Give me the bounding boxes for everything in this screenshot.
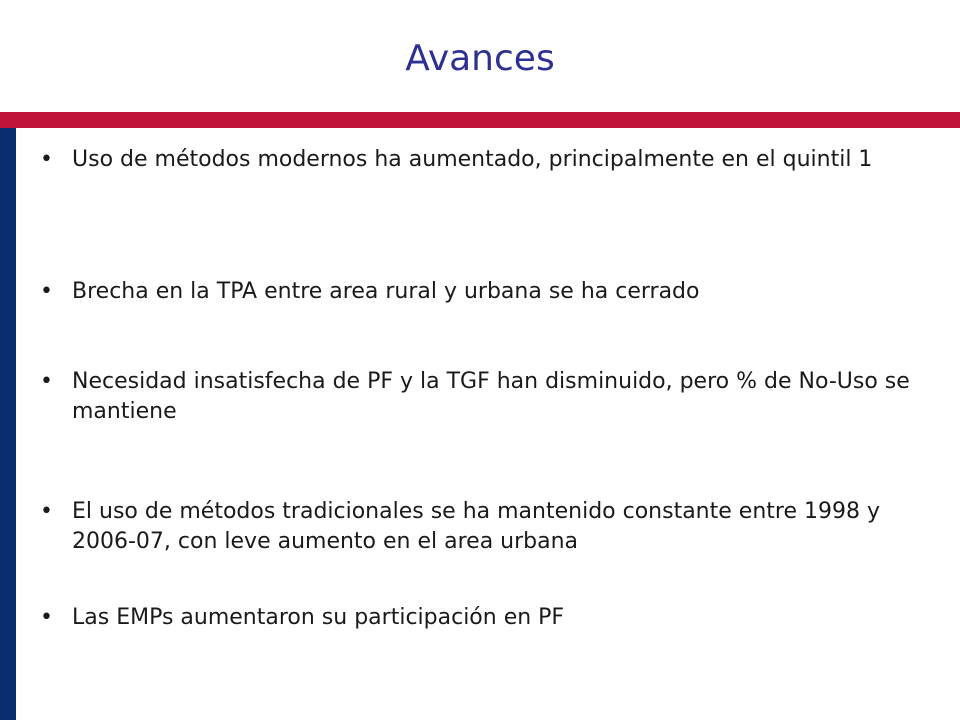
header-divider-bar	[0, 112, 960, 128]
bullet-dot-icon: •	[40, 369, 53, 394]
bullet-dot-icon: •	[40, 147, 53, 172]
bullet-text: Necesidad insatisfecha de PF y la TGF han disminuido, pero % de No-Uso se mantiene	[72, 369, 910, 424]
bullet-item	[40, 497, 920, 557]
bullet-item	[40, 145, 920, 175]
bullet-dot-icon: •	[40, 279, 53, 304]
left-accent-bar	[0, 128, 16, 720]
bullet-item	[40, 367, 920, 427]
bullet-item	[40, 603, 920, 633]
slide-title: Avances	[405, 38, 555, 79]
bullet-text: Brecha en la TPA entre area rural y urbana se ha cerrado	[72, 279, 700, 304]
bullet-dot-icon: •	[40, 499, 53, 524]
bullet-text: Uso de métodos modernos ha aumentado, principalmente en el quintil 1	[72, 147, 873, 172]
bullet-item	[40, 277, 920, 307]
bullet-dot-icon: •	[40, 605, 53, 630]
bullet-text: Las EMPs aumentaron su participación en PF	[72, 605, 565, 630]
bullet-text: El uso de métodos tradicionales se ha mantenido constante entre 1998 y 2006-07, con leve aumento en el area urbana	[72, 499, 880, 554]
